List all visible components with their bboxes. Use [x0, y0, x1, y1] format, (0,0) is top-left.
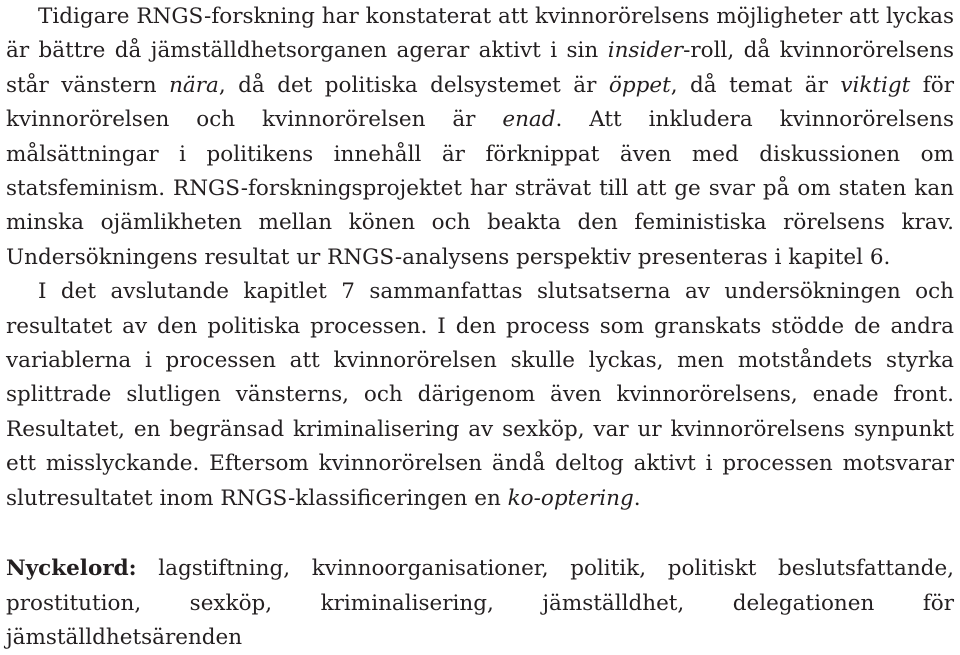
italic-term: nära: [169, 72, 219, 98]
italic-term: ko-optering: [507, 485, 634, 511]
text-segment: , då temat är: [670, 72, 841, 98]
text-segment: .: [633, 485, 641, 511]
text-segment: -roll, då kvinnorörelsens står vänstern: [6, 38, 955, 98]
text-segment: , då det politiska delsystemet är: [218, 72, 609, 98]
paragraph-rngs-research: [6, 0, 954, 275]
keywords-label: Nyckelord:: [6, 556, 137, 582]
text-segment: för kvinnorörelsen och kvinnorörelsen är: [6, 72, 954, 133]
italic-term: viktigt: [840, 72, 911, 98]
paragraph-conclusions: [6, 275, 954, 516]
italic-term: enad: [502, 107, 556, 133]
document-page: [6, 0, 954, 655]
italic-term: insider: [607, 38, 684, 64]
keywords-list: lagstiftning, kvinnoorganisationer, politik, politiskt beslutsfattande, prostitution, sexköp, kriminalisering, jämställdhet, delegationen för jämställdhetsärenden: [6, 556, 954, 650]
keywords: [6, 552, 954, 655]
text-segment: . Att inkludera kvinnorörelsens målsättningar i politikens innehåll är förknippat även med diskussionen om statsfeminism. RNGS-forskningsprojektet har strävat till att ge svar på om staten kan minska ojämlikheten mellan könen och beakta den feministiska rörelsens krav. Undersökningens resultat ur RNGS-analysens perspektiv presenteras i kapitel 6.: [6, 107, 954, 270]
text-segment: I det avslutande kapitlet 7 sammanfattas slutsatserna av undersökningen och resultatet av den politiska processen. I den process som granskats stödde de andra variablerna i processen att kvinnorörelsen skulle lyckas, men motståndets styrka splittrade slutligen vänsterns, och därigenom även kvinnorörelsens, enade front. Resultatet, en begränsad kriminalisering av sexköp, var ur kvinnorörelsens synpunkt ett misslyckande. Eftersom kvinnorörelsen ändå deltog aktivt i processen motsvarar slutresultatet inom RNGS-klassificeringen en: [6, 279, 954, 511]
italic-term: öppet: [608, 72, 671, 98]
text-segment: Tidigare RNGS-forskning har konstaterat att kvinnorörelsens möjligheter att lyckas är bättre då jämställdhetsorganen agerar aktivt i sin: [6, 4, 954, 64]
